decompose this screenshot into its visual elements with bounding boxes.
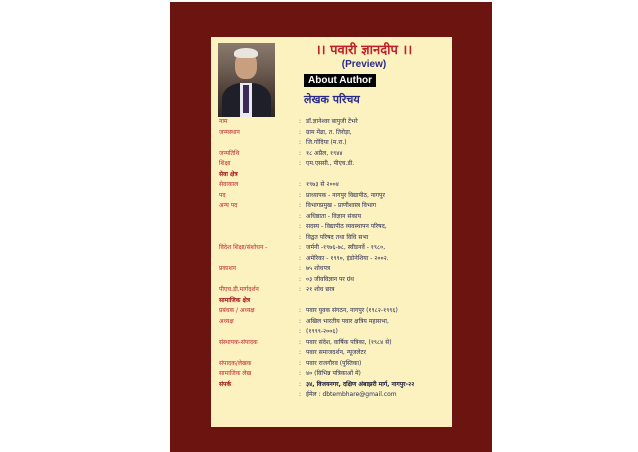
detail-value: २१ शोध छात्र [306, 286, 335, 293]
detail-row [211, 359, 452, 370]
separator: : [299, 307, 302, 314]
separator: : [299, 254, 302, 262]
detail-value: ४० (विभिन्न पत्रिकाओं में) [306, 370, 361, 377]
separator: : [299, 275, 302, 283]
preview-label: (Preview) [341, 59, 387, 70]
detail-value: जि.गोंदिया (म.रा.) [306, 139, 347, 146]
separator: : [299, 149, 302, 157]
detail-value: जर्मनी -१९७६-७८, स्वीडनर्वे - १९८०, [306, 244, 386, 251]
detail-value: पवार युवक संगठन, नागपुर (१९८२-१९९६) [306, 307, 398, 314]
separator: : [299, 328, 302, 335]
separator: : [299, 128, 302, 136]
detail-value: एम.एससी., पीएच.डी. [306, 160, 355, 167]
detail-value: ७५ शोधपत्र [306, 265, 331, 272]
detail-value: १९७३ से २००४ [306, 181, 339, 188]
detail-value: पवार राजगौरव (पुस्तिका) [306, 359, 362, 367]
detail-row [211, 327, 452, 338]
detail-value: ०३ जीवविज्ञान पर ग्रंथ [306, 275, 355, 283]
author-photo [218, 43, 275, 117]
detail-label: संस्थापक-संपादक [219, 338, 258, 346]
detail-value: (१९९९-२००६) [306, 328, 338, 335]
separator: : [299, 191, 302, 199]
detail-row [211, 191, 452, 202]
section-subheading: सेवा क्षेत्र [219, 170, 238, 178]
detail-row [211, 159, 452, 170]
separator: : [299, 370, 302, 377]
detail-value: विभागप्रमुख - प्राणीशास्त्र विभाग [306, 202, 377, 209]
detail-row [211, 338, 452, 349]
detail-row [211, 212, 452, 223]
detail-row [211, 264, 452, 275]
detail-value: प्राध्यापक - नागपुर विद्यापीठ, नागपुर [306, 191, 385, 199]
separator: : [299, 265, 302, 272]
detail-label: पद [219, 191, 226, 199]
detail-row [211, 348, 452, 359]
detail-row [211, 222, 452, 233]
detail-label: सामाजिक लेख [219, 370, 252, 377]
detail-value: अधिष्ठाता - विज्ञान संकाय [306, 212, 362, 220]
detail-value: पवार संदेश, वार्षिक पत्रिका, (१९८४ से) [306, 338, 392, 346]
detail-value: अखिल भारतीय पवार क्षत्रिय महासभा, [306, 317, 389, 325]
detail-row [211, 180, 452, 191]
separator: : [299, 338, 302, 346]
separator: : [299, 118, 302, 125]
about-author-heading: About Author [304, 74, 376, 87]
detail-label: विदेश शिक्षा/संशोधन - [219, 244, 268, 251]
separator: : [299, 223, 302, 230]
separator: : [299, 349, 302, 356]
detail-value: ग्राम मेंढा, त. तिरोड़ा, [306, 128, 352, 136]
detail-row [211, 149, 452, 160]
separator: : [299, 181, 302, 188]
detail-row [211, 306, 452, 317]
detail-value: ३४, विजयनगर, दक्षिण अंबाझरी मार्ग, नागपुर-२२ [306, 380, 415, 388]
separator: : [299, 244, 302, 251]
detail-row [211, 117, 452, 128]
detail-row [211, 170, 452, 181]
detail-row [211, 254, 452, 265]
detail-row [211, 317, 452, 328]
detail-label: प्रकाशन [219, 265, 236, 272]
detail-label: जन्मतिथि [219, 149, 240, 157]
separator: : [299, 380, 302, 388]
detail-value: विद्वत परिषद तथा विधि सभा [306, 233, 369, 241]
detail-row [211, 243, 452, 254]
detail-label: पीएच.डी.मार्गदर्शन [219, 286, 259, 293]
separator: : [299, 317, 302, 325]
separator: : [299, 391, 302, 398]
separator: : [299, 160, 302, 167]
detail-label: जन्मस्थान [219, 128, 240, 136]
detail-value: ईमेल : dbtembhare@gmail.com [306, 391, 397, 398]
profile-details [211, 117, 452, 401]
detail-label: नाम [219, 118, 228, 125]
separator: : [299, 212, 302, 220]
separator: : [299, 359, 302, 367]
detail-label: प्रबंधक / अध्यक्ष [219, 307, 255, 314]
detail-value: १८ अप्रैल, १९४४ [306, 149, 343, 157]
detail-label: अध्यक्ष [219, 317, 234, 325]
detail-value: पवार समाजदर्शन, न्यूजलेटर [306, 349, 366, 356]
detail-value: अमेरिका - १९९०, इंडोनेशिया - २००२. [306, 254, 389, 262]
detail-row [211, 369, 452, 380]
section-heading: लेखक परिचय [304, 93, 360, 106]
separator: : [299, 139, 302, 146]
detail-row [211, 285, 452, 296]
detail-row [211, 275, 452, 286]
separator: : [299, 233, 302, 241]
detail-label: अन्य पद [219, 202, 238, 209]
detail-value: सदस्य - विद्यापीठ व्यवस्थापन परिषद, [306, 223, 387, 230]
detail-row [211, 201, 452, 212]
detail-row [211, 138, 452, 149]
section-subheading: सामाजिक क्षेत्र [219, 296, 251, 304]
page-title: ।। पवारी ज्ञानदीप ।। [315, 43, 413, 58]
separator: : [299, 286, 302, 293]
detail-row [211, 128, 452, 139]
detail-row [211, 380, 452, 391]
detail-label: संपर्क [219, 380, 232, 388]
detail-row [211, 390, 452, 401]
detail-label: शिक्षा [219, 160, 231, 167]
separator: : [299, 202, 302, 209]
detail-row [211, 296, 452, 307]
detail-label: संपादक/लेखक [219, 359, 252, 367]
author-profile-page [211, 37, 452, 427]
detail-value: डॉ.ज्ञानेश्वर बापुजी टेंभरे [306, 118, 358, 125]
detail-row [211, 233, 452, 244]
detail-label: सेवाकाल [219, 181, 239, 188]
